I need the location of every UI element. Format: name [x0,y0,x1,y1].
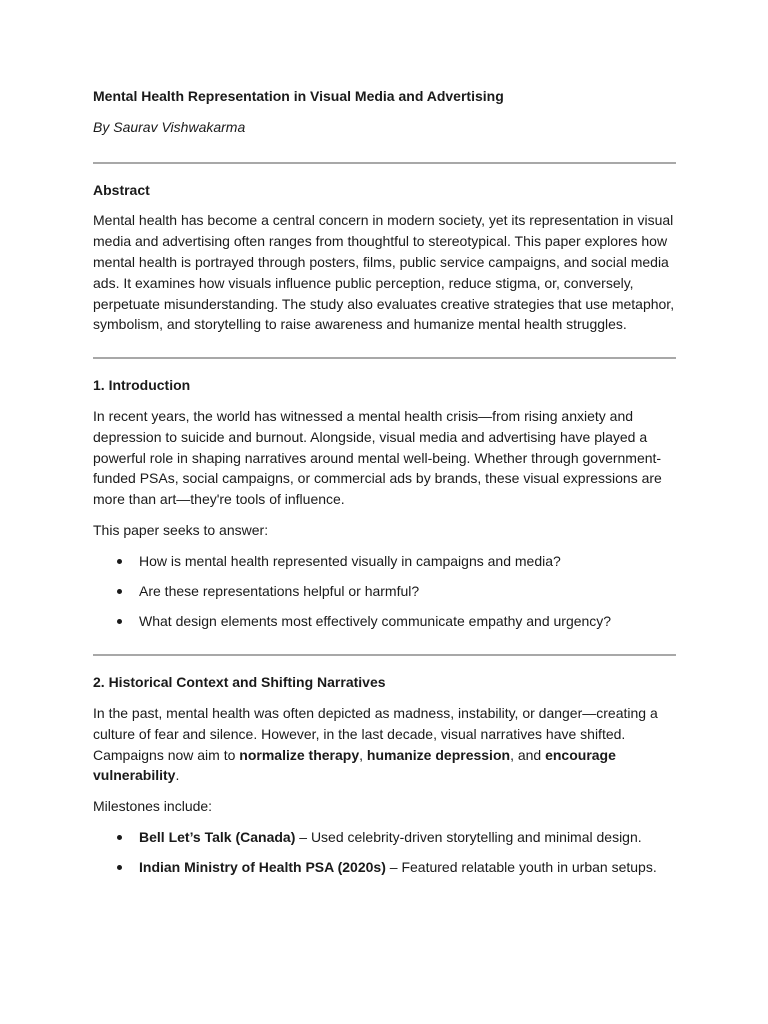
milestone-name: Indian Ministry of Health PSA (2020s) [139,859,386,876]
section-divider [93,654,676,656]
introduction-text: In recent years, the world has witnessed a mental health crisis—from rising anxiety and depression to suicide and burnout. Alongside, visual media and advertising have played a powerful role in shaping narratives around mental well-being. Whether through government-funded PSAs, social campaigns, or commercial ads by brands, these visual expressions are more than art—they're tools of influence. [93,407,662,508]
abstract-heading: Abstract [93,181,150,198]
list-item [93,827,676,848]
history-text [93,703,676,786]
list-item: What design elements most effectively communicate empathy and urgency? [93,611,676,632]
abstract-text: Mental health has become a central concern in modern society, yet its representation in visual media and advertising often ranges from thoughtful to stereotypical. This paper explores how mental health is portrayed through posters, films, public service campaigns, and social media ads. It examines how visuals influence public perception, reduce stigma, or, conversely, perpetuate misunderstanding. The study also evaluates creative strategies that use metaphor, symbolism, and storytelling to raise awareness and humanize mental health struggles. [93,212,675,333]
emphasis-encourage-vulnerability: encourage vulnerability [93,746,616,784]
milestone-name: Bell Let’s Talk (Canada) [139,828,296,845]
list-item: How is mental health represented visually in campaigns and media? [93,551,676,572]
questions-intro: This paper seeks to answer: [93,521,269,538]
milestone-desc: – Used celebrity-driven storytelling and minimal design. [295,828,642,845]
history-text-start: In the past, mental health was often depicted as madness, instability, or danger—creating a culture of fear and silence. However, in the last decade, visual narratives have shifted. Campaigns now aim to [93,704,658,763]
history-text-end: . [175,767,180,784]
document-content [93,86,676,878]
paper-title: Mental Health Representation in Visual Media and Advertising [93,88,504,104]
section-divider [93,162,676,164]
section-divider [93,357,676,359]
milestone-desc: – Featured relatable youth in urban setups. [385,859,657,876]
introduction-heading: 1. Introduction [93,377,191,394]
author-byline: By Saurav Vishwakarma [93,118,246,135]
research-questions-list [93,551,676,632]
list-item: Are these representations helpful or harmful? [93,581,676,602]
emphasis-humanize-depression: humanize depression [366,746,511,763]
separator: , [359,746,367,763]
milestones-list [93,827,676,878]
emphasis-normalize-therapy: normalize therapy [239,746,360,763]
separator: , and [510,746,546,763]
milestones-intro: Milestones include: [93,798,213,815]
history-heading: 2. Historical Context and Shifting Narratives [93,674,386,691]
list-item [93,857,676,878]
